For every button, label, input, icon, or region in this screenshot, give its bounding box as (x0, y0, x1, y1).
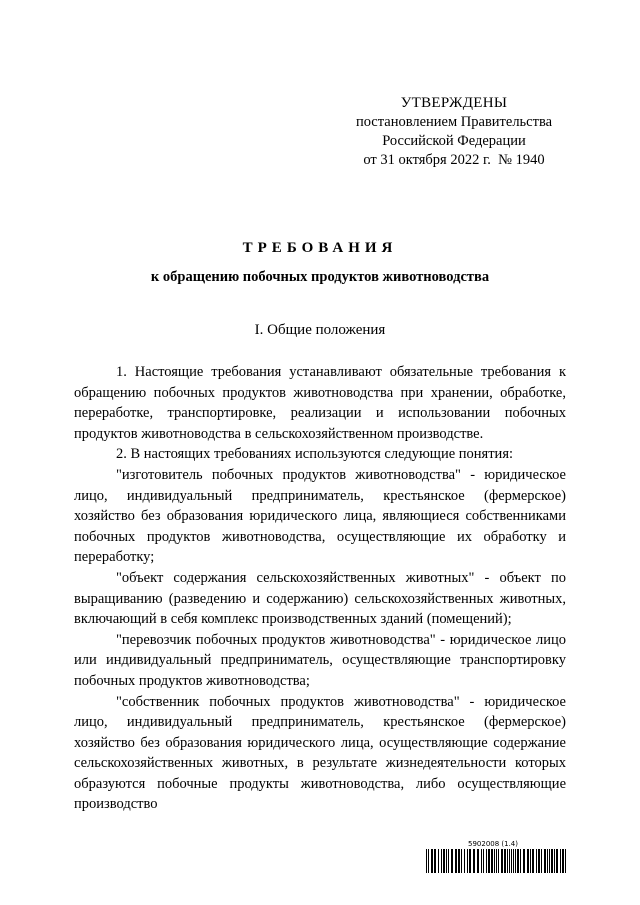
approval-line: Российской Федерации (382, 133, 526, 149)
barcode-label: 5902008 (1.4) (468, 840, 518, 848)
paragraph: "собственник побочных продуктов животноводства" - юридическое лицо, индивидуальный предприниматель, крестьянское (фермерское) хозяйство без образования юридического лица, осуществляющие содержание сельскохозяйственных животных, в результате жизнедеятельности которых образуются побочные продукты животноводства, либо осуществляющие производство (74, 693, 566, 813)
document-body (74, 362, 566, 815)
paragraph: "перевозчик побочных продуктов животноводства" - юридическое лицо или индивидуальный предприниматель, осуществляющие транспортировку побочных продуктов животноводства; (74, 631, 566, 689)
approval-line: постановлением Правительства (355, 114, 553, 130)
barcode-block (426, 840, 568, 873)
section-heading: I. Общие положения (254, 322, 386, 338)
document-title: ТРЕБОВАНИЯ (242, 240, 398, 256)
paragraph: "объект содержания сельскохозяйственных животных" - объект по выращиванию (разведению и содержанию) сельскохозяйственных животных, включающий в себя комплекс производственных зданий (помещений); (74, 569, 566, 628)
paragraph: 2. В настоящих требованиях используются следующие понятия: (116, 446, 514, 463)
paragraph: 1. Настоящие требования устанавливают обязательные требования к обращению побочных продуктов животноводства при хранении, обработке, переработке, транспортировке, реализации и использовании побочных продуктов животноводства в сельскохозяйственном производстве. (74, 364, 566, 442)
document-subtitle: к обращению побочных продуктов животноводства (150, 269, 490, 285)
approval-heading: УТВЕРЖДЕНЫ (400, 95, 508, 111)
barcode-icon (426, 849, 568, 873)
paragraph: "изготовитель побочных продуктов животноводства" - юридическое лицо, индивидуальный предприниматель, крестьянское (фермерское) хозяйство без образования юридического лица, являющиеся собственниками побочных продуктов животноводства, осуществляющие их обработку и переработку; (74, 466, 566, 566)
approval-block (336, 94, 572, 170)
approval-date-number: от 31 октября 2022 г. № 1940 (363, 152, 545, 168)
